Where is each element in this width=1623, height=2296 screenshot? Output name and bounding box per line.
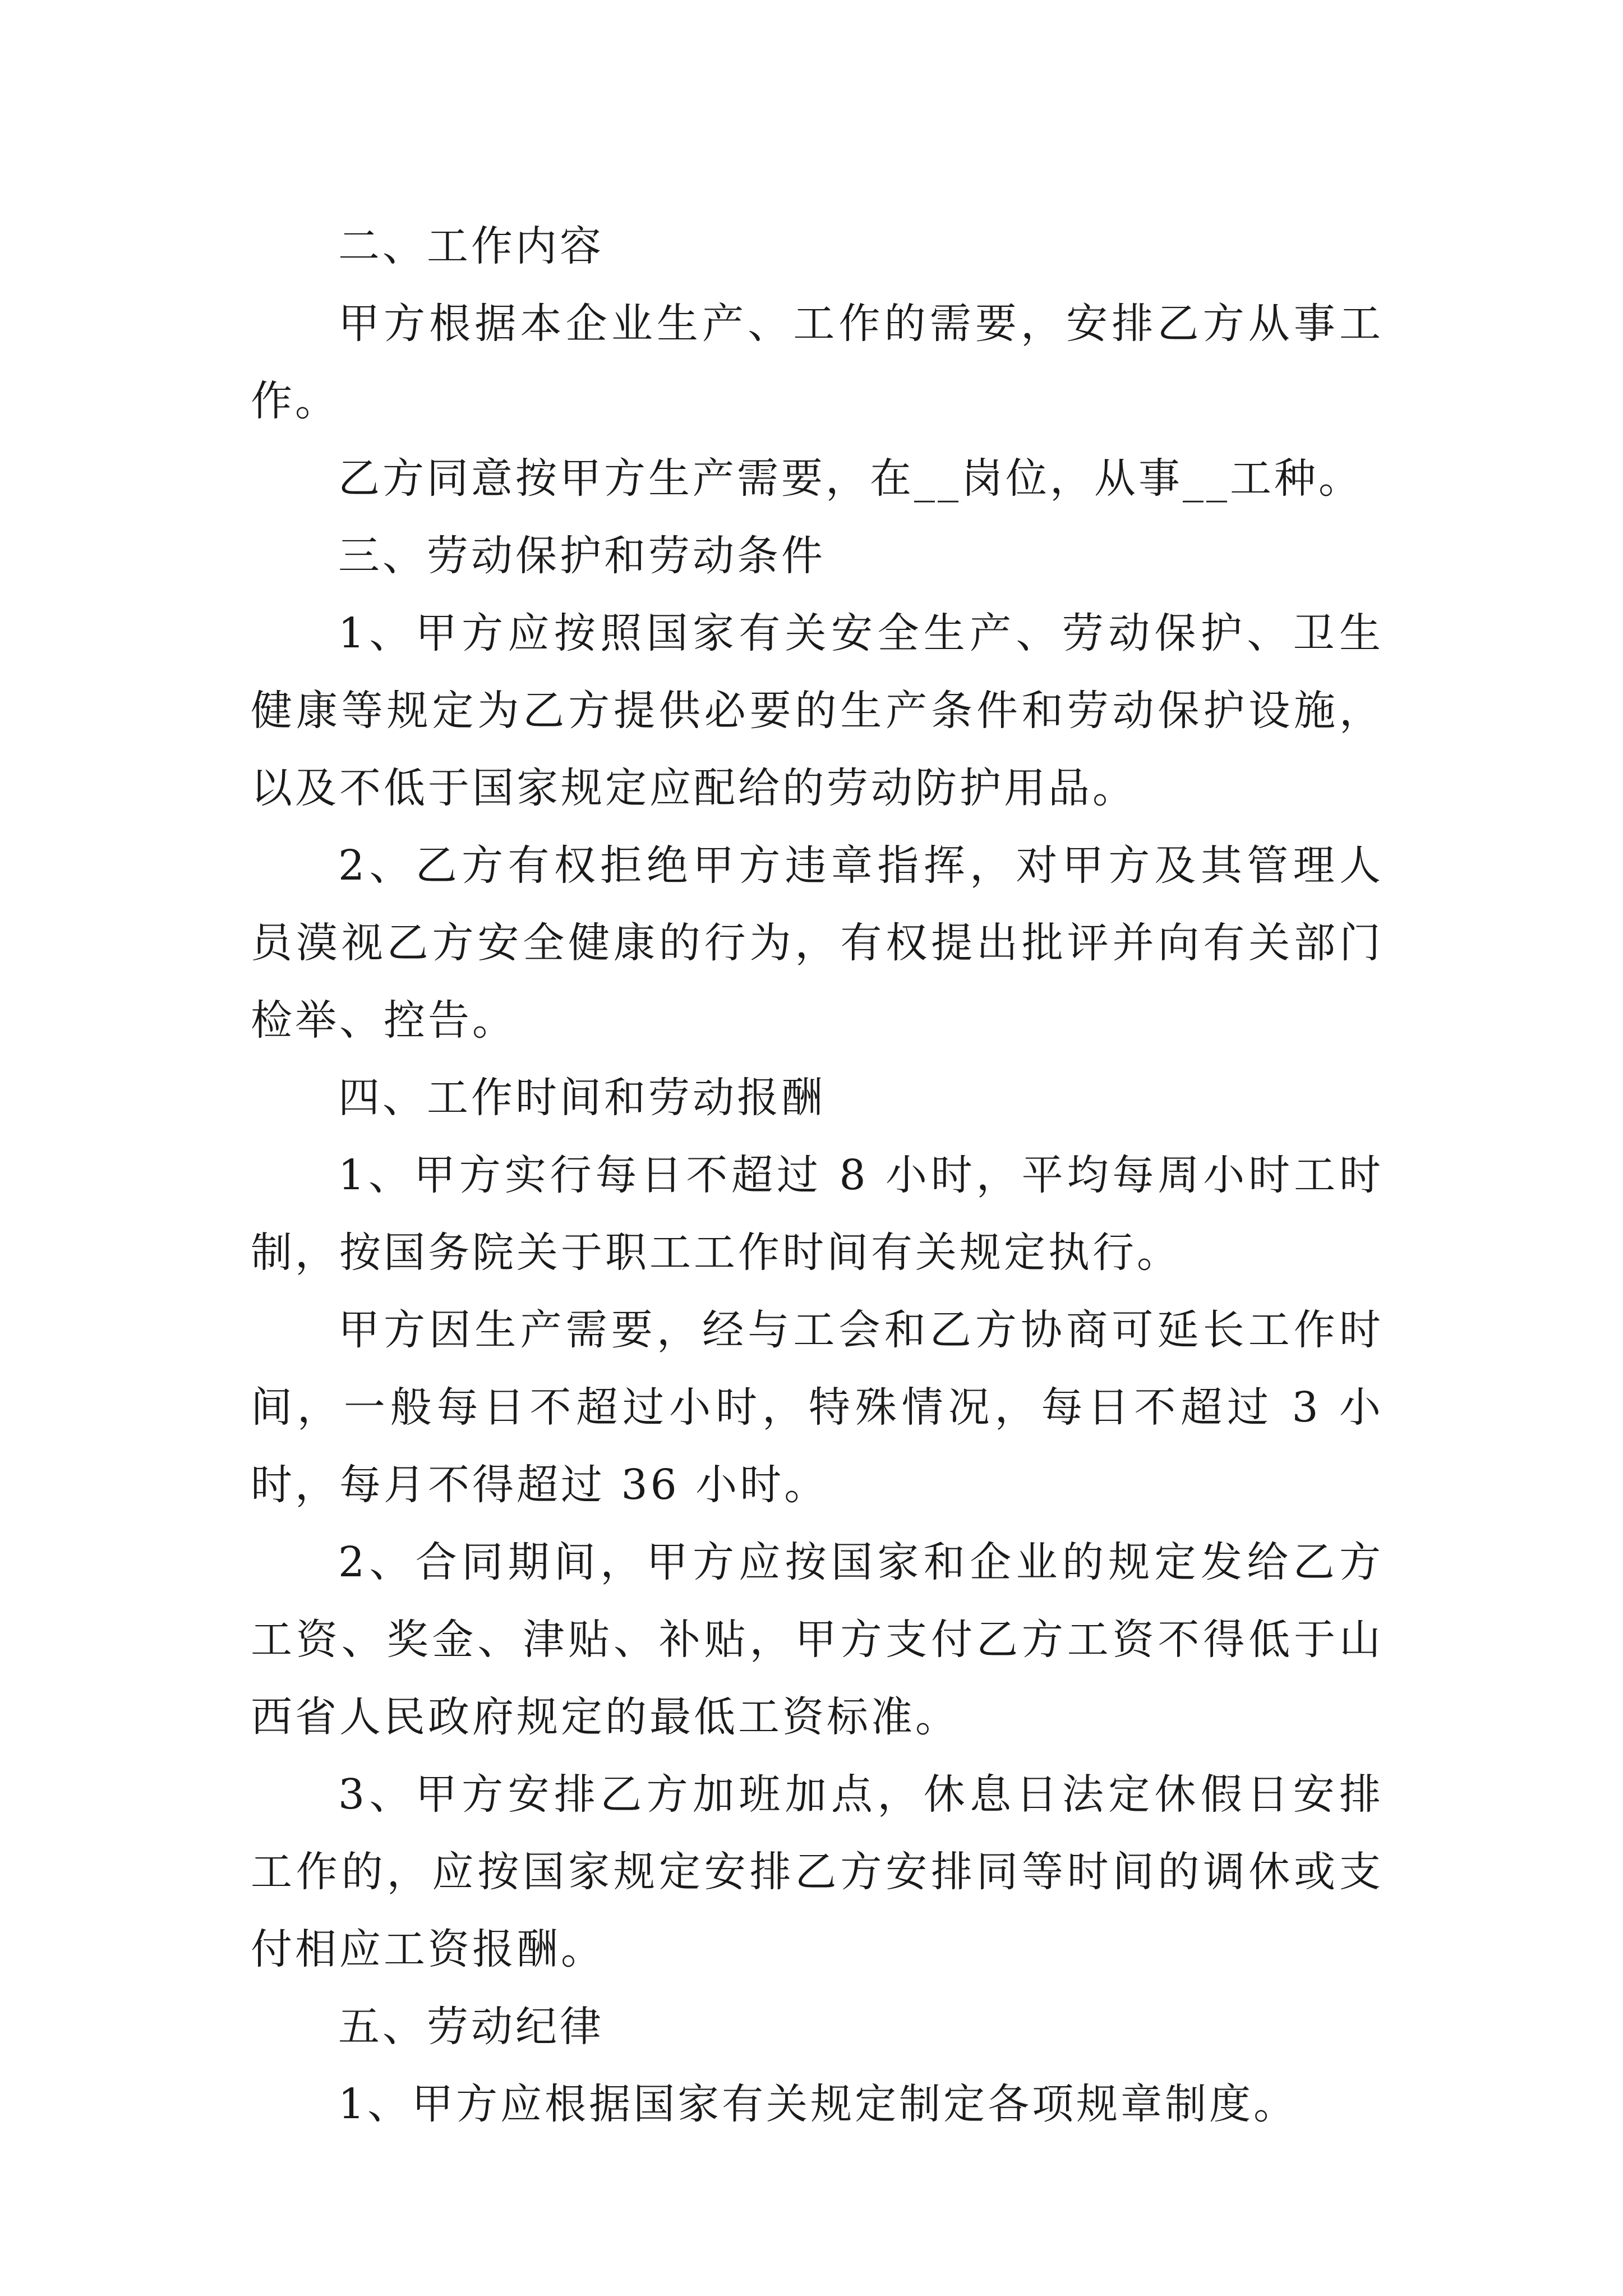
paragraph: 2、乙方有权拒绝甲方违章指挥，对甲方及其管理人员漠视乙方安全健康的行为，有权提出批评并向有关部门检举、控告。 bbox=[251, 841, 1384, 1045]
paragraph: 2、合同期间，甲方应按国家和企业的规定发给乙方工资、奖金、津贴、补贴，甲方支付乙方工资不得低于山西省人民政府规定的最低工资标准。 bbox=[251, 1538, 1384, 1741]
section-heading-work-content: 二、工作内容 bbox=[338, 222, 604, 270]
paragraph: 1、甲方应根据国家有关规定制定各项规章制度。 bbox=[338, 2080, 1298, 2128]
paragraph: 1、甲方实行每日不超过 8 小时，平均每周小时工时制，按国务院关于职工工作时间有关规定执行。 bbox=[251, 1151, 1384, 1277]
section-heading-working-hours: 四、工作时间和劳动报酬 bbox=[338, 1074, 826, 1122]
document-body bbox=[251, 208, 1384, 2143]
paragraph: 1、甲方应按照国家有关安全生产、劳动保护、卫生健康等规定为乙方提供必要的生产条件和劳动保护设施，以及不低于国家规定应配给的劳动防护用品。 bbox=[251, 609, 1384, 812]
paragraph: 甲方因生产需要，经与工会和乙方协商可延长工作时间，一般每日不超过小时，特殊情况，每日不超过 3 小时，每月不得超过 36 小时。 bbox=[251, 1306, 1384, 1509]
paragraph: 乙方同意按甲方生产需要，在__岗位，从事__工种。 bbox=[338, 454, 1363, 503]
paragraph: 甲方根据本企业生产、工作的需要，安排乙方从事工作。 bbox=[251, 300, 1384, 425]
paragraph: 3、甲方安排乙方加班加点，休息日法定休假日安排工作的，应按国家规定安排乙方安排同等时间的调休或支付相应工资报酬。 bbox=[251, 1770, 1384, 1973]
section-heading-labor-discipline: 五、劳动纪律 bbox=[338, 2003, 604, 2051]
section-heading-labor-protection: 三、劳动保护和劳动条件 bbox=[338, 532, 826, 580]
